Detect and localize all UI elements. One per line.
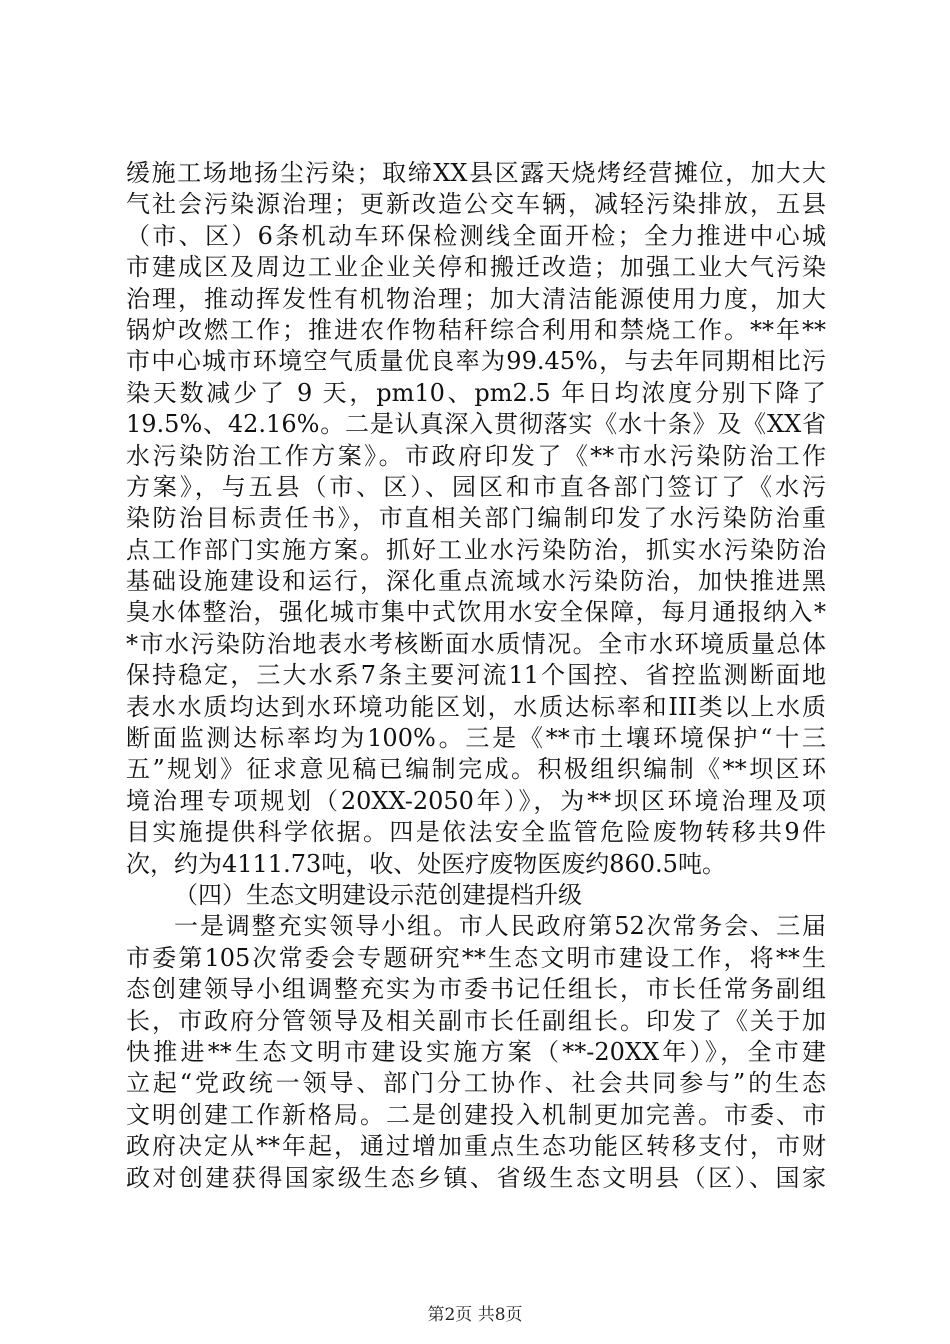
text-line: 快推进**生态文明市建设实施方案（**-20XX年）》，全市建 [126, 1037, 826, 1066]
text-line: 表水水质均达到水环境功能区划，水质达标率和III类以上水质 [126, 692, 826, 721]
text-line: 次，约为4111.73吨，收、处医疗废物医废约860.5吨。 [126, 849, 726, 878]
text-line: 市中心城市环境空气质量优良率为99.45%，与去年同期相比污 [126, 347, 826, 376]
section-heading: （四）生态文明建设示范创建提档升级 [174, 880, 582, 909]
text-line: 方案》，与五县（市、区）、园区和市直各部门签订了《水污 [126, 472, 826, 501]
text-line: 臭水体整治，强化城市集中式饮用水安全保障，每月通报纳入* [126, 598, 826, 627]
text-line: 目实施提供科学依据。四是依法安全监管危险废物转移共9件 [126, 818, 826, 847]
text-line: 锅炉改燃工作；推进农作物秸秆综合利用和禁烧工作。**年** [126, 315, 826, 344]
text-line: 市委第105次常委会专题研究**生态文明市建设工作，将**生 [126, 943, 826, 972]
page-number-footer: 第2页 共8页 [427, 1305, 523, 1325]
text-line: 五”规划》征求意见稿已编制完成。积极组织编制《**坝区环 [126, 755, 826, 784]
text-line: 水污染防治工作方案》。市政府印发了《**市水污染防治工作 [126, 441, 826, 470]
text-line: 染防治目标责任书》，市直相关部门编制印发了水污染防治重 [126, 504, 826, 533]
text-line: 治理，推动挥发性有机物治理；加大清洁能源使用力度，加大 [126, 284, 826, 313]
text-line: 保持稳定，三大水系7条主要河流11个国控、省控监测断面地 [126, 661, 826, 690]
text-line: 境治理专项规划（20XX-2050年）》，为**坝区环境治理及项 [126, 786, 826, 815]
text-line: 立起“党政统一领导、部门分工协作、社会共同参与”的生态 [126, 1069, 826, 1098]
text-line: 19.5%、42.16%。二是认真深入贯彻落实《水十条》及《XX省 [126, 410, 826, 439]
text-line: 断面监测达标率均为100%。三是《**市土壤环境保护“十三 [126, 724, 826, 753]
document-body [126, 158, 826, 1194]
text-line: 缓施工场地扬尘污染；取缔XX县区露天烧烤经营摊位，加大大 [126, 159, 826, 187]
text-line: 长，市政府分管领导及相关副市长任副组长。印发了《关于加 [126, 1006, 826, 1035]
text-line: 一是调整充实领导小组。市人民政府第52次常务会、三届 [174, 912, 826, 941]
text-line: 点工作部门实施方案。抓好工业水污染防治，抓实水污染防治 [126, 535, 826, 564]
text-line: 染天数减少了 9 天，pm10、pm2.5 年日均浓度分别下降了 [126, 378, 826, 407]
text-line: 政对创建获得国家级生态乡镇、省级生态文明县（区）、国家 [126, 1163, 826, 1192]
text-line: *市水污染防治地表水考核断面水质情况。全市水环境质量总体 [126, 629, 826, 658]
text-line: 政府决定从**年起，通过增加重点生态功能区转移支付，市财 [126, 1132, 826, 1161]
text-line: 气社会污染源治理；更新改造公交车辆，减轻污染排放，五县 [126, 190, 826, 219]
text-line: 文明创建工作新格局。二是创建投入机制更加完善。市委、市 [126, 1100, 826, 1129]
text-line: （市、区）6条机动车环保检测线全面开检；全力推进中心城 [126, 221, 826, 250]
text-line: 基础设施建设和运行，深化重点流域水污染防治，加快推进黑 [126, 567, 826, 596]
text-line: 市建成区及周边工业企业关停和搬迁改造；加强工业大气污染 [126, 253, 826, 282]
text-line: 态创建领导小组调整充实为市委书记任组长，市长任常务副组 [126, 975, 826, 1004]
